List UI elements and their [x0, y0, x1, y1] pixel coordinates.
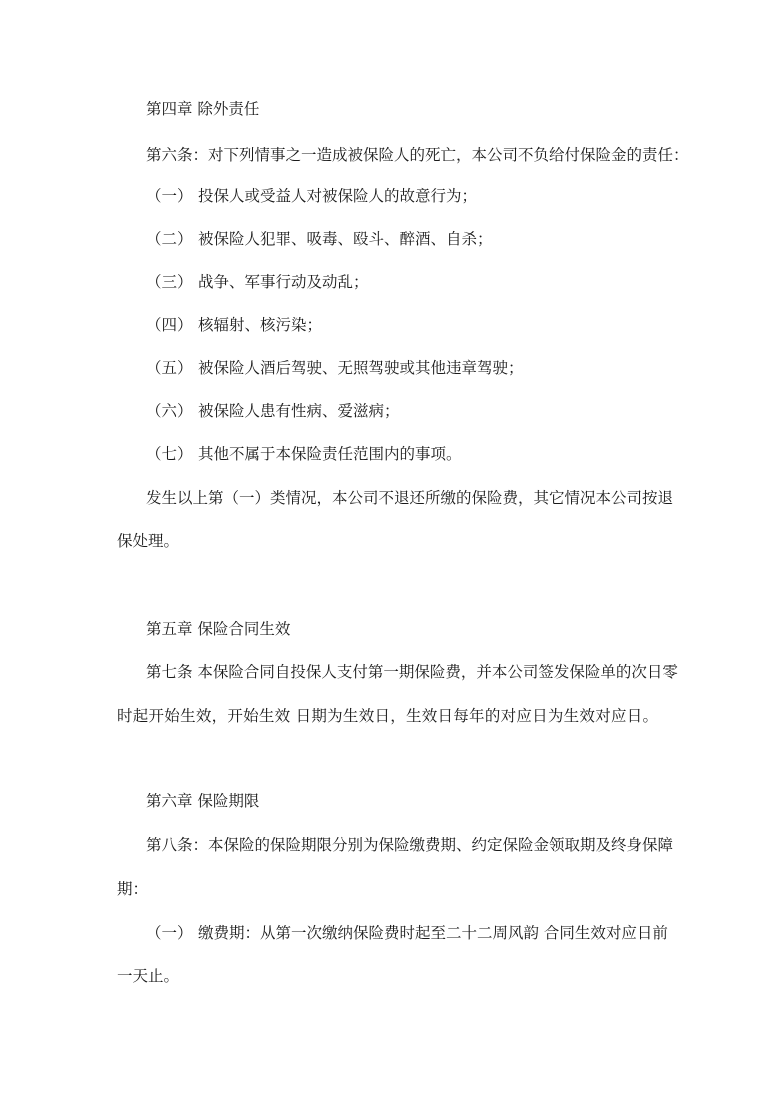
list-item-text: 被保险人酒后驾驶、无照驾驶或其他违章驾驶； [198, 359, 524, 377]
chapter-5-heading: 第五章 保险合同生效 [146, 620, 291, 638]
article-8-line-1: 第八条：本保险的保险期限分别为保险缴费期、约定保险金领取期及终身保障 [146, 836, 674, 854]
list-item-number: （四） [146, 316, 193, 334]
list-item-number: （六） [146, 402, 193, 420]
article-7-line-2: 时起开始生效，开始生效 日期为生效日，生效日每年的对应日为生效对应日。 [117, 707, 658, 725]
list-item-number: （五） [146, 359, 193, 377]
chapter-6-heading: 第六章 保险期限 [146, 792, 260, 810]
list-item-text: 其他不属于本保险责任范围内的事项。 [198, 445, 462, 463]
article-8-line-2: 期： [117, 880, 149, 898]
article-6-text: 第六条：对下列情事之一造成被保险人的死亡，本公司不负给付保险金的责任： [146, 146, 689, 164]
refund-note-line-2: 保处理。 [117, 532, 180, 550]
list-item-number: （一） [146, 187, 193, 205]
list-item-text: 战争、军事行动及动乱； [198, 273, 369, 291]
list-item-text: 投保人或受益人对被保险人的故意行为； [198, 187, 478, 205]
period-item-line-2: 一天止。 [117, 967, 180, 985]
list-item-text: 被保险人患有性病、爱滋病； [198, 402, 400, 420]
list-item-number: （二） [146, 230, 193, 248]
article-7-line-1: 第七条 本保险合同自投保人支付第一期保险费，并本公司签发保险单的次日零 [146, 663, 678, 681]
list-item-text: 核辐射、核污染； [198, 316, 323, 334]
list-item-text: 被保险人犯罪、吸毒、殴斗、醉酒、自杀； [198, 230, 493, 248]
list-item-number: （七） [146, 445, 193, 463]
refund-note-line-1: 发生以上第（一）类情况，本公司不退还所缴的保险费，其它情况本公司按退 [146, 489, 674, 507]
period-item-line-1: 缴费期：从第一次缴纳保险费时起至二十二周风韵 合同生效对应日前 [198, 924, 668, 942]
list-item-number: （三） [146, 273, 193, 291]
period-item-number: （一） [146, 924, 193, 942]
chapter-4-heading: 第四章 除外责任 [146, 100, 260, 118]
